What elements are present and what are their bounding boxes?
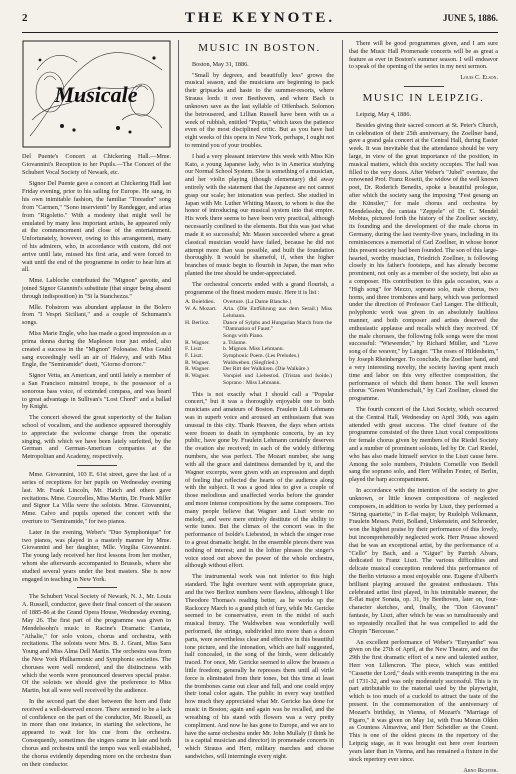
composer: A. Boieldieu. <box>185 299 215 306</box>
masthead-title: Musicale <box>54 82 138 107</box>
paragraph: The concert showed the great superiority of the Italian school of vocalism, and the audience appeared thoroughly to appreciate the welcome change from the operatic singing, with which we have been lately surfeited, by the German and German-American companies at the Metropolitan and Academy, respectively. <box>22 414 171 461</box>
programme-row <box>185 333 334 340</box>
composer: F. Liszt. <box>185 346 204 353</box>
section-divider <box>77 465 117 466</box>
programme-row <box>185 353 334 360</box>
section-title-boston: MUSIC IN BOSTON. <box>198 42 321 54</box>
paragraph: Besides giving their sacred concert at St. Peter's Church, in celebration of their 25th anniversary, the Zoellner band, gave a grand gala concert at the Central Hall, during Easter week. It was inevitable that the attendance should be very large, in view of the great importance of the position, in musical matters, which this society occupies. The hall was filled to the very doors. After Weber's "Jubel" overture, the renowned Prof. Franz Rosetti, the widow of the well known poet, Dr. Roderich Benedix, spoke a beautiful prologue, after which the society sang the imposing "Fest gesang an die Künstler," for male chorus and orchestra by Mendelssohn, the cantata "Zeppele" of Dr. C. Mendel Mobius, pictured forth the history of the Zoellner society, its founding and the development of the male chorus in Germany, during the last twenty-five years, including in its reminiscences a memorial of Carl Zoellner, in whose honor this present society had been founded. The son of this large-hearted, worthy musician, Friedrich Zoellner, is following closely in his father's footsteps, and has already become prominent, not only as a member of the society, but also as a composer. His contribution to this gala occasion, was a "High song" for Mezzo, soprano solo, male chorus, two horns, and three trombones and harp, which was performed under the direction of Professor Carl Langer. The difficult, polyphonic work was given in an absolutely faultless manner, and both composer and artists deserved the enthusiastic applause and recalls which they received. Of the male choruses, the following folk songs were the most successful: "Wiewender," by Richard Müller, and "Love song of the weaver," by Langer. "The roses of Hildesheim," by Joseph Rheinberger. To conclude, the Zoellner band, and a very interesting novelty, the society having spent much time and labor on this very effective composition, the performance of which did them honor. The well known chorus "Green Wunderschalt," by Carl Zoellner, closed the programme. <box>349 121 498 403</box>
concert-programme <box>185 299 334 386</box>
dateline: Boston, May 31, 1886. <box>192 60 249 68</box>
musicale-illustration <box>22 40 171 148</box>
paragraph: Signor Del Puente gave a concert at Chickering Hall last Friday evening, prior to his sailing for Europe. He sang, in his own inimitable fashion, the familiar "Toreador" song from "Carmen," "Sono inservienti" by Randegger, and arias from "Rigoletto." With a modesty that might well be emulated by many less important artists, he appeared only at the commencement and close of the entertainment. Unfortunately, however, owing to this arrangement, many of his admirers, who, in accordance with custom, did not arrive until late, missed his first aria, and were forced to wait until the end of the programme in order to hear him at all. <box>22 180 171 274</box>
paragraph: In accordance with the intention of the society to give unknown, or little known compositions of neglected composers, in addition to works by Liszt, they performed a "String quartette," in E-flat major, by Rudolph Volkmann, Fraulein Messrs. Petri, Bolland, Unkenstein, and Schroeder, won the highest praise by their performance of this lovely, but incomprehensibly neglected work. Herr Prusse showed that he was an exceptional artist, by the performance of a "Cello" by Bach, and a "Gigue" by Parrish Alvars, dedicated to Franz Liszt. The various difficulties and delicate musical conception rendered this performance of the Berlin virtuoso a most enjoyable one. Eugene d'Albert's brilliant playing aroused the greatest enthusiasm. This celebrated artist first played, in his inimitable manner, the E-flat major Sonata, op. 31, by Beethoven, later on, four-character sketches, and, finally, the "Don Giovanni" fantasie, by Liszt, after which he was so tumultuously and so repeatedly recalled that he was compelled to add the Chopin "Berceuse." <box>349 487 498 635</box>
composer: R. Wagner. <box>185 359 210 366</box>
composer: W. A. Mozart. <box>185 306 217 313</box>
composer: R. Wagner. <box>185 339 210 346</box>
piece: Dance of Sylphs and Hungarian March from the "Damnation of Faust." <box>223 319 332 333</box>
piece: Aria. (Die Entführung aus dem Serail.) Miss Lehmann. <box>223 306 332 319</box>
section-divider <box>77 587 117 588</box>
section-divider <box>404 86 444 87</box>
composer <box>185 333 223 340</box>
piece: Vorspiel und Liebestod. (Tristan und Isolde.) Soprano : Miss Lehmann. <box>223 373 332 386</box>
paragraph: An excellent performance of Weber's "Euryanthe" was given on the 27th of April, at the New Theatre, and on the 29th the first dramatic effort of a new and talented author, Herr von Lillencron. The piece, which was entitled "Cassette der Lord," deals with events transpiring in the era of 1731-32, and was only moderately successful. This is in part attributable to the material used by the playwright, which is too much of a cuckold to attract the taste of the present. In the commemoration of the anniversary of Mozart's birthday, in Vienna, of Mozart's "Marriage of Figaro," it was given on May 1st, with Frau Moran Olden as Countess Almaviva, and Herr Scheidler as the Count. This is one of the oldest pieces in the repertory of the Leipzig stage, as it was brought out here over fourteen years later than in Vienna, and has remained a fixture in the stock repertory ever since. <box>349 638 498 763</box>
column-right <box>349 40 498 774</box>
paragraph: Mme. Labloche contributed the "Mignon" gavotte, and joined Signor Giannini's substitute (that singer being absent through indisposition) in "Si la Stanchezza." <box>22 277 171 300</box>
author-signature: Louis C. Elson. <box>460 74 498 82</box>
paragraph: There will be good programmes given, and I am sure that the Music Hall Promenade concerts will be as great a feature as ever in Boston's summer season. I will endeavor to speak of the opening of the series in my next sermon. <box>349 40 498 71</box>
paragraph: Later in the evening, Weber's "Duo Symphonique" for two pianos, was played in a masterly manner by Mme. Giovannini and her daughter, Mlle. Virgilia Giovannini. The young lady received her first lessons from her mother, whom she afterwards accompanied to Brussels, where she studied several years under the best masters. She is now engaged in teaching in New York. <box>22 528 171 583</box>
column-middle <box>185 40 335 760</box>
section-title-leipzig: MUSIC IN LEIPZIG. <box>362 92 485 105</box>
dateline: Leipzig, May 4, 1886. <box>356 110 411 118</box>
newspaper-page <box>22 10 498 774</box>
paragraph: The Schubert Vocal Society of Newark, N. J., Mr. Louis A. Russell, conductor, gave their final concert of the season of 1885-86 at the Grand Opera House, Wednesday evening, May 26. The first part of the programme was given to Mendelssohn's music to Racine's Dramatic Cantata, "Athalie," for solo voices, chorus and orchestra, with recitations. The soloists were Mrs. B. J. Grant, Miss Sara Young and Miss Alma Dell Martin. The orchestra was from the New York Philharmonic and Symphonic societies. The choruses were well rendered, and the distinctness with which the words were pronounced deserves special praise. Of the soloists we should give the preference to Miss Martin, but all were well received by the audience. <box>22 593 171 695</box>
column-divider <box>178 40 179 748</box>
paragraph: Mlle. Fohstrom was abundant applause in the Bolero from "I Vespri Siciliani," and a couple of Schumann's songs. <box>22 303 171 327</box>
paragraph: I had a very pleasant interview this week with Miss Kin Kato, a young Japanese lady, who is in America studying our Normal School System. She is something of a musician, and her violin playing (though elementary) did away entirely with the statement that the Japanese are not cannot grasp our scale; her intonation was perfect. She studied in Japan with Mr. Luther Whiting Mason, to whom is due the honor of introducing our musical system into that empire. His work there seems to have been very practical, although necessarily confined to the elements. But this was just what made it so successful; Mr. Mason succeeded where a great classical musician would have failed, because he did not attempt more than was possible, and built the foundation thoroughly. It would be shameful, if, when the higher branches of music begin to flourish in Japan, the man who planted the tree should be under-appreciated. <box>185 152 335 277</box>
piece: b. Mignon. Miss Lehmann. <box>223 346 284 353</box>
programme-row <box>185 320 334 333</box>
column-left <box>22 40 171 768</box>
paragraph: Mme. Giovannini, 103 E. 61st street, gave the last of a series of receptions for her pupils on Wednesday evening last. Mr. Frank Lincoln, Mr. Hatch and others gave recitations. Mme. Courcelles, Miss Martin, Dr. Frank Miller and Signor La Villa were the soloists. Mme. Giovannini, Mme. Calvo and pupils opened the concert with the overture to "Semiramide," for two pianos. <box>22 471 171 525</box>
issue-date: JUNE 5, 1886. <box>442 13 498 23</box>
column-subheading: Del Puente's Concert at Chickering Hall.—Mme. Giovannini's Reception to her Pupils.—The Concert of the Schubert Vocal Society of Newark, etc. <box>22 153 171 176</box>
programme-row <box>185 373 334 386</box>
piece: Songs with Piano. <box>223 332 264 339</box>
author-signature: Arno Richter. <box>463 766 498 774</box>
publication-title: THE KEYNOTE. <box>184 10 336 26</box>
page-number: 2 <box>22 12 28 24</box>
piece: Waldweben. (Siegfried.) <box>223 359 278 366</box>
composer: R. Wagner. <box>185 373 210 380</box>
piece: a. Träume. <box>223 339 247 346</box>
composer: R. Wagner. <box>185 366 210 373</box>
paragraph: The orchestral concerts ended with a grand flourish, a programme of the finest modern music. Here it is list : <box>185 280 334 296</box>
paragraph: This is not exactly what I should call a "Popular concert," but it was a thoroughly enjoyable one to both musicians and amateurs of Boston. Fraulein Lili Lehmann was in superb voice and aroused an enthusiasm that was unusual in this city. Thank Heaven, the days when artists were frozen to death in symphonic concerts, by an icy public, have gone by. Fraulein Lehmann certainly deserves the ovation she received; in each of the widely differing numbers, she was perfect. The Mozart number, she sang with all the grace and daintiness demanded by it, and the Wagner excerpts, were given with an expression and depth of feeling that reflected the hearts of the audience along with the subject. It was a good idea to give a couple of those melodious and unaffected works before the grander and more intense compositions by the same composers. Too many people believe that Wagner and Liszt wrote no melody, and were mere entirely destitute of the ability to write tunes. But the climax of the concert was in the performance of Isolde's Liebestod, in which the singer rose to a great dramatic height. In the ensemble pieces there was nothing of interest; and in the loftier phrases the singer's voice stood out above the power of the whole orchestra, although without effort. <box>185 390 334 570</box>
paragraph: "Small by degrees, and beautifully less" grows the musical season, and the musicians are beginning to pack their gripsacks and haste to the summer-resorts, where Strauss lords it over Beethoven, and where Bach is unknown save as the last syllable of Offenbach. Solomon the betrousered, and Lillian Russell have been with us a week of rubbish, entitled "Pepita," which taxes the patience even of the most disciplined critic. But as you have had eight weeks of this opera in New York, perhaps, I ought not to remind you of your troubles. <box>185 71 334 149</box>
composer: H. Berlioz. <box>185 319 210 326</box>
paragraph: The fourth concert of the Liszt Society, which occurred at the Central Hall, Wednesday on April 30th, was again attended with great success. The chief feature of the programme consisted of the three Liszt vocal compositions for female chorus given by members of the Riedel Society and a number of prominent soloists, led by Dr. Carl Riedel, who has also made himself service to the Liszt cause here. Among the solo numbers, Fräulein Corneille von Bedell sang the soprano solo, and Herr Wilhelm Fester, of Berlin, played the harp accompaniment. <box>349 405 498 484</box>
programme-row <box>185 306 334 319</box>
paragraph: Signor Vetta, an American, and until lately a member of a San Francisco minstrel troupe, is the possessor of a sonorous bass voice, of extended compass, and was heard to great advantage in Sullivan's "Lost Chord" and a ballad by Knight. <box>22 372 171 411</box>
composer: F. Liszt. <box>185 353 204 360</box>
paragraph: The instrumental work was not inferior to this high standard. The light overture went with appropriate grace, and the two Berlioz numbers were flawless, although I like Theodore Thomas's reading better, as he works up the Rackoczy March to a grand pitch of fury, while Mr. Gericke seemed to be conservative, even in the midst of such musical frenzy. The Waldweben was wonderfully well performed, the strings, subdivided into more than a dozen parts, were nevertheless clear and effective in this beautiful tone picture, and the intonation, which are half suggested, half concealed, in the song of the birds, were delicately traced. For once, Mr. Gericke seemed to allow the brasses a little freedom; generally he represses them until all virile force is eliminated from their tones, but this time at least the trombones came out clear and full, and one could enjoy their tonal color again. The public in every way testified how much they appreciated what Mr. Gericke has done for music in Boston; again and again was he recalled, and the wreathing of his stand with flowers was a very pretty compliment. And now he has gone to Europe, and we are to have the same orchestra under Mr. John Mullaly (I think he is a capital musician and director) in promenade concerts in which Strauss and Herr, military marches and cheese sandwiches, will intermingle every night. <box>185 573 334 760</box>
paragraph: Miss Marie Engle, who has made a good impression as a prima donna during the Mapleson tour just ended, also created a success in the "Mignon" Polonaise. Miss Gould sang exceedingly well an air of Halevy, and with Miss Engle, the "Semiramide" duett, "Giorno d'orrore." <box>22 330 171 369</box>
page-header <box>22 10 498 33</box>
paragraph: In the second part the duet between the horn and flute received a well-deserved encore. There seemed to be a lack of confidence on the part of the conductor, Mr. Russell, as in more than one instance, in starting the selections, he appeared to wait for his cue from the orchestra. Consequently, sometimes the singers came in late and both chorus and orchestra until the tempo was well established, the chorus evidently depending more on the orchestra than on their conductor. <box>22 698 171 768</box>
piece: Der Ritt der Walküren. (Die Walküre.) <box>223 366 309 373</box>
piece: Symphonic Poem. (Les Preludes.) <box>223 353 300 360</box>
piece: Overture. (La Dame Blanche.) <box>223 299 292 306</box>
column-divider <box>342 40 343 748</box>
programme-row <box>185 340 334 347</box>
musicale-masthead <box>22 40 171 148</box>
